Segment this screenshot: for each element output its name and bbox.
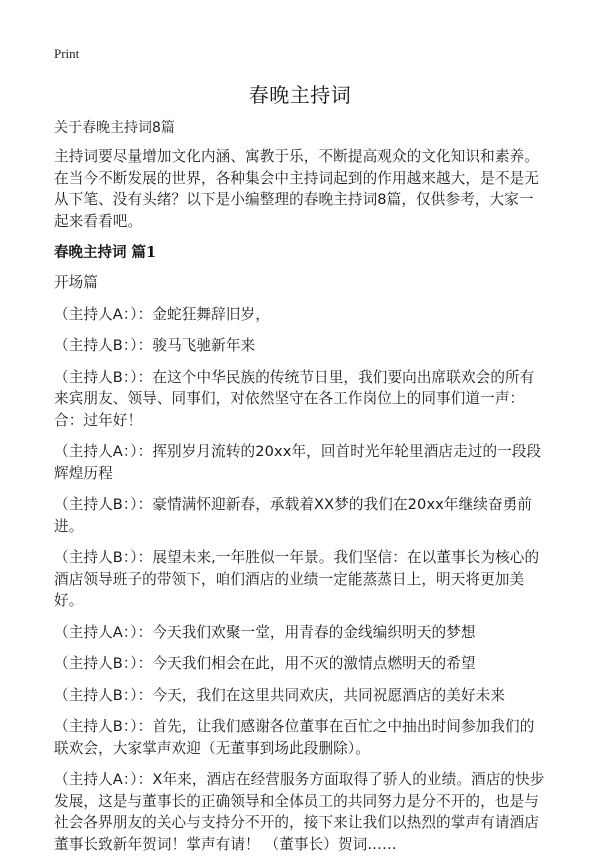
- document-subtitle: 关于春晚主持词8篇: [54, 120, 175, 136]
- script-line: [54, 653, 546, 675]
- line-text: 今天，我们在这里共同欢庆，共同祝愿酒店的美好未来: [152, 686, 506, 704]
- speaker-label: （主持人B：）：: [54, 368, 153, 386]
- page-title: 春晚主持词: [248, 83, 352, 107]
- section-heading: 春晚主持词 篇1: [54, 244, 157, 261]
- script-line: [54, 304, 546, 326]
- line-text: 挥别岁月流转的20xx年，回首时光年轮里酒店走过的一段段辉煌历程: [54, 443, 542, 482]
- speaker-label: （主持人B：）：: [54, 686, 153, 704]
- speaker-label: （主持人A：）：: [54, 623, 153, 641]
- line-text: 在这个中华民族的传统节日里，我们要向出席联欢会的所有来宾朋友、领导、同事们，对依然坚守在各工作岗位上的同事们道一声： 合：过年好！: [54, 368, 535, 429]
- document-content: [54, 118, 546, 865]
- speaker-label: （主持人A：）：: [54, 771, 153, 788]
- script-line: [54, 716, 546, 759]
- line-text: 骏马飞驰新年来: [152, 337, 256, 354]
- script-line: [54, 367, 546, 432]
- speaker-label: （主持人B：）：: [54, 337, 153, 354]
- print-link[interactable]: Print: [54, 46, 80, 61]
- speaker-label: （主持人B：）：: [54, 496, 153, 513]
- line-text: 展望未来,一年胜似一年景。我们坚信：在以董事长为核心的酒店领导班子的带领下，咱们酒店的业绩一定能蒸蒸日上，明天将更加美好。: [54, 549, 540, 609]
- line-text: 首先，让我们感谢各位董事在百忙之中抽出时间参加我们的联欢会，大家掌声欢迎（无董事到场此段删除）。: [54, 718, 535, 757]
- line-text: 今天我们欢聚一堂，用青春的金线编织明天的梦想: [152, 623, 476, 641]
- speaker-label: （主持人B：）：: [54, 718, 153, 735]
- intro-paragraph: 主持词要尽量增加文化内涵、寓教于乐，不断提高观众的文化知识和素养。在当今不断发展的世界，各种集会中主持词起到的作用越来越大，是不是无从下笔、没有头绪？以下是小编整理的春晚主持词8篇，仅供参考，大家一起来看看吧。: [54, 148, 539, 230]
- line-text: 金蛇狂舞辞旧岁，: [152, 305, 270, 323]
- script-line: [54, 685, 546, 707]
- script-line: [54, 769, 546, 855]
- line-text: 今天我们相会在此，用不灭的激情点燃明天的希望: [152, 655, 476, 672]
- speaker-label: （主持人B：）：: [54, 549, 153, 566]
- script-line: [54, 441, 546, 484]
- speaker-label: （主持人A：）：: [54, 305, 153, 323]
- script-line: [54, 547, 546, 612]
- section-subheading: 开场篇: [54, 274, 98, 291]
- speaker-label: （主持人A：）：: [54, 443, 153, 460]
- line-text: 豪情满怀迎新春，承载着XX梦的我们在20xx年继续奋勇前进。: [54, 496, 533, 535]
- script-line: [54, 622, 546, 644]
- speaker-label: （主持人B：）：: [54, 655, 153, 672]
- script-line: [54, 335, 546, 357]
- line-text: X年来，酒店在经营服务方面取得了骄人的业绩。酒店的快步发展，这是与董事长的正确领导和全体员工的共同努力是分不开的，也是与社会各界朋友的关心与支持分不开的，接下来让我们以热烈的掌声有请酒店董事长致新年贺词！掌声有请！ （董事长）贺词……: [54, 771, 545, 853]
- script-line: [54, 494, 546, 537]
